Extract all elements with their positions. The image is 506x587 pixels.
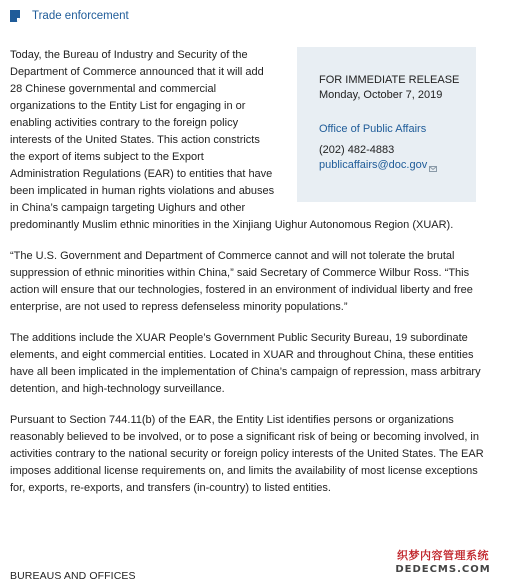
- topic-tag[interactable]: [10, 8, 129, 24]
- site-watermark: [388, 549, 498, 579]
- release-label: FOR IMMEDIATE RELEASE: [319, 74, 460, 86]
- release-date: Monday, October 7, 2019: [319, 89, 443, 101]
- section-heading-bureaus: BUREAUS AND OFFICES: [10, 570, 136, 582]
- paragraph-additions: The additions include the XUAR People’s Government Public Security Bureau, 19 subordinate elements, and eight commercial entities. Located in XUAR and throughout China, these entities have all been implicated in the implementation of China’s campaign of repression, mass arbitrary detention, and high-technology surveillance.: [10, 332, 481, 395]
- contact-email-link[interactable]: [319, 158, 464, 173]
- press-release-body: [10, 47, 486, 511]
- contact-phone: (202) 482-4883: [319, 144, 395, 156]
- office-name-link[interactable]: Office of Public Affairs: [319, 123, 427, 135]
- watermark-bottom-text: DEDECMS.COM: [395, 564, 491, 575]
- contact-email-text: publicaffairs@doc.gov: [319, 159, 428, 171]
- paragraph-quote: “The U.S. Government and Department of Commerce cannot and will not tolerate the brutal suppression of ethnic minorities within China,” said Secretary of Commerce Wilbur Ross. “This action will ensure that our technologies, fostered in an environment of individual liberty and free enterprise, are not used to repress defenseless minority populations.”: [10, 250, 473, 313]
- paragraph-announcement: Today, the Bureau of Industry and Security of the Department of Commerce announced that it will add 28 Chinese governmental and commercial organizations to the Entity List for engaging in or enabling activities contrary to the foreign policy interests of the United States. This action constricts the export of items subject to the Export Administration Regulations (EAR) to entities that have been implicated in human rights violations and abuses in China’s campaign targeting Uighurs and other predominantly Muslim ethnic minorities in the Xinjiang Uighur Autonomous Region (XUAR).: [10, 49, 454, 231]
- external-link-icon: [429, 162, 437, 168]
- paragraph-legal-basis: Pursuant to Section 744.11(b) of the EAR, the Entity List identifies persons or organizations reasonably believed to be involved, or to pose a significant risk of being or becoming involved, in activities contrary to the national security or foreign policy interests of the United States. The EAR imposes additional license requirements on, and limits the availability of most license exceptions for, exports, re-exports, and transfers (in-country) to listed entities.: [10, 414, 484, 494]
- release-info-box: [297, 47, 476, 202]
- topic-link-trade-enforcement[interactable]: Trade enforcement: [32, 9, 129, 22]
- watermark-top-text: 织梦内容管理系统: [397, 549, 489, 562]
- document-icon: [10, 10, 20, 22]
